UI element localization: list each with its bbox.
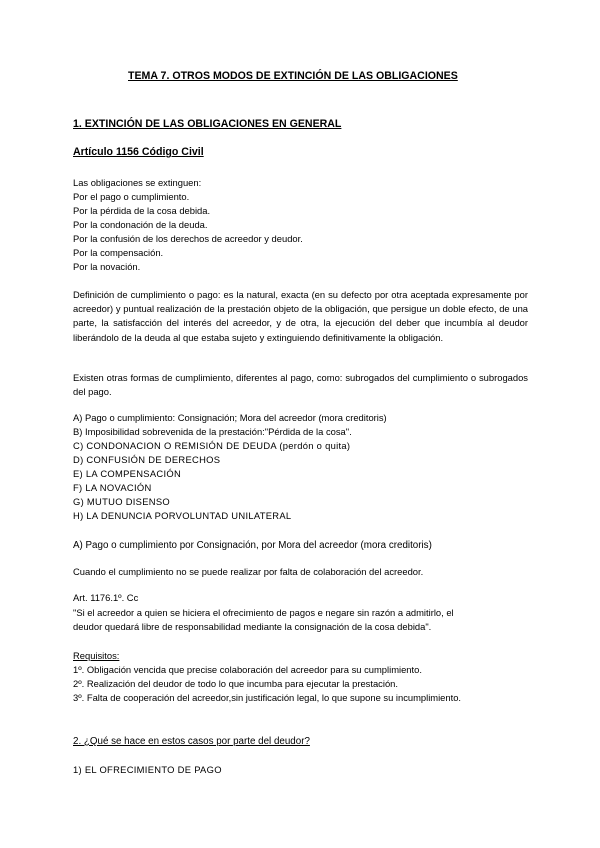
article-quote-line-1: "Si el acreedor a quien se hiciera el ofrecimiento de pagos e negare sin razón a admitirlo, el	[73, 607, 454, 618]
extinction-list-intro: Las obligaciones se extinguen:	[73, 177, 202, 188]
extinction-list-item: Por el pago o cumplimiento.	[73, 191, 190, 202]
article-reference: Art. 1176.1º. Cc	[73, 592, 139, 603]
document-title: TEMA 7. OTROS MODOS DE EXTINCIÓN DE LAS OBLIGACIONES	[128, 70, 458, 82]
extinction-list-item: Por la compensación.	[73, 247, 164, 258]
extinction-list-item: Por la novación.	[73, 261, 141, 272]
extinction-list-item: Por la confusión de los derechos de acreedor y deudor.	[73, 233, 303, 244]
requisite-item: 2º. Realización del deudor de todo lo que incumba para ejecutar la prestación.	[73, 678, 398, 689]
extinction-list-item: Por la condonación de la deuda.	[73, 219, 208, 230]
forms-list-item: E) LA COMPENSACIÓN	[73, 468, 182, 479]
forms-list-item: H) LA DENUNCIA PORVOLUNTAD UNILATERAL	[73, 510, 292, 521]
other-forms-paragraph: Existen otras formas de cumplimiento, diferentes al pago, como: subrogados del cumplimiento o subrogados del pago.	[73, 372, 528, 398]
requisites-heading: Requisitos:	[73, 650, 120, 661]
forms-list-item: C) CONDONACION O REMISIÓN DE DEUDA (perdón o quita)	[73, 440, 351, 451]
definition-paragraph: Definición de cumplimiento o pago: es la natural, exacta (en su defecto por otra aceptada expresamente por acreedor) y puntual realización de la prestación objeto de la obligación, que persigue un doble efecto, de una parte, la satisfacción del interés del acreedor, y de otra, la ejecución del deber que incumbía al deudor liberándolo de la deuda al que estaba sujeto y extinguiendo definitivamente la obligación.	[73, 289, 528, 343]
forms-list-item: B) Imposibilidad sobrevenida de la prestación:"Pérdida de la cosa".	[73, 426, 352, 437]
article-heading: Artículo 1156 Código Civil	[73, 146, 204, 158]
section-1-heading: 1. EXTINCIÓN DE LAS OBLIGACIONES EN GENERAL	[73, 118, 342, 130]
extinction-list-item: Por la pérdida de la cosa debida.	[73, 205, 211, 216]
requisite-item: 1º. Obligación vencida que precise colaboración del acreedor para su cumplimiento.	[73, 664, 422, 675]
article-quote-line-2: deudor quedará libre de responsabilidad mediante la consignación de la cosa debida".	[73, 621, 432, 632]
forms-list-item: G) MUTUO DISENSO	[73, 496, 170, 507]
section-a-intro: Cuando el cumplimiento no se puede realizar por falta de colaboración del acreedor.	[73, 566, 424, 577]
forms-list-item: D) CONFUSIÓN DE DERECHOS	[73, 454, 221, 465]
section-a-heading: A) Pago o cumplimiento por Consignación, por Mora del acreedor (mora creditoris)	[73, 540, 432, 551]
forms-list-item: F) LA NOVACIÓN	[73, 482, 152, 493]
forms-list-item: A) Pago o cumplimiento: Consignación; Mora del acreedor (mora creditoris)	[73, 412, 387, 423]
step-1: 1) EL OFRECIMIENTO DE PAGO	[73, 764, 222, 775]
section-2-heading: 2. ¿Qué se hace en estos casos por parte del deudor?	[73, 736, 310, 747]
requisite-item: 3º. Falta de cooperación del acreedor,sin justificación legal, lo que supone su incumplimiento.	[73, 692, 462, 703]
